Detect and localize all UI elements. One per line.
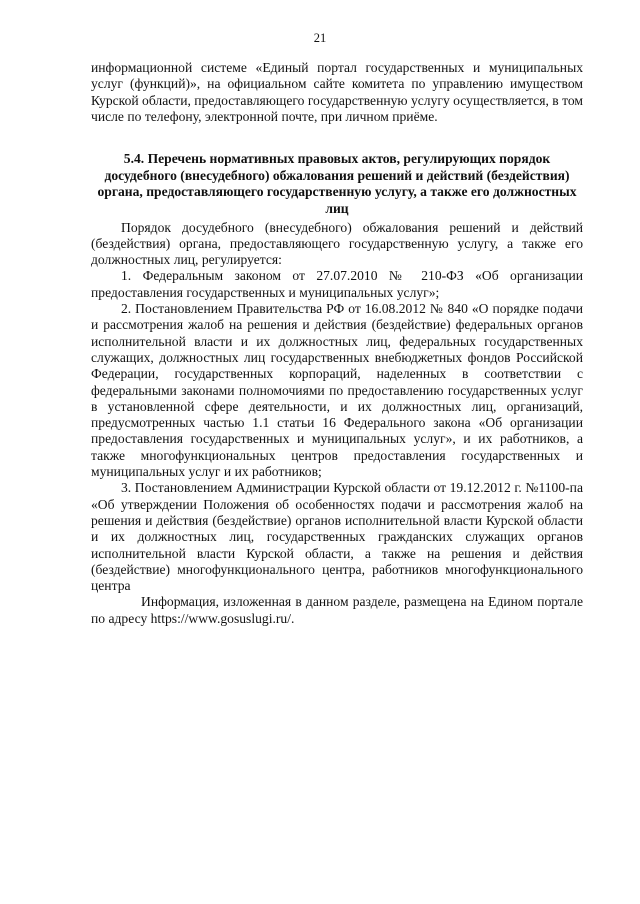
paragraph-item-3: 3. Постановлением Администрации Курской области от 19.12.2012 г. №1100-па «Об утверждении Положения об особенностях подачи и рассмотрения жалоб на решения и действия (бездействие) органов исполнительной власти Курской области и их должностных лиц, государственных гражданских служащих органов исполнительной власти Курской области, а также на решения и действия (бездействие) многофункционального центра, работников многофункционального центра xyxy=(91,480,583,594)
page-number: 21 xyxy=(313,31,327,45)
page-content xyxy=(91,60,583,627)
section-heading: 5.4. Перечень нормативных правовых актов, регулирующих порядок досудебного (внесудебного) обжалования решений и действий (бездействия) органа, предоставляющего государственную услугу, а также его должностных лиц xyxy=(97,151,577,216)
paragraph-item-2: 2. Постановлением Правительства РФ от 16.08.2012 № 840 «О порядке подачи и рассмотрения жалоб на решения и действия (бездействие) федеральных органов исполнительной власти и их должностных лиц, федеральных государственных служащих, должностных лиц государственных внебюджетных фондов Российской Федерации, государственных корпораций, наделенных в соответствии с федеральными законами полномочиями по предоставлению государственных услуг в установленной сфере деятельности, и их должностных лиц, организаций, предусмотренных частью 1.1 статьи 16 Федерального закона «Об организации предоставления государственных и муниципальных услуг», и их работников, а также многофункциональных центров предоставления государственных и муниципальных услуг и их работников; xyxy=(91,301,583,480)
paragraph-regulation-intro: Порядок досудебного (внесудебного) обжалования решений и действий (бездействия) органа, предоставляющего государственную услугу, а также его должностных лиц, регулируется: xyxy=(91,219,583,268)
closing-paragraph: Информация, изложенная в данном разделе, размещена на Едином портале по адресу https://www.gosuslugi.ru/. xyxy=(91,594,583,626)
paragraph-item-1: 1. Федеральным законом от 27.07.2010 № 210-ФЗ «Об организации предоставления государственных и муниципальных услуг»; xyxy=(91,268,583,300)
intro-paragraph: информационной системе «Единый портал государственных и муниципальных услуг (функций)», на официальном сайте комитета по управлению имуществом Курской области, предоставляющего государственную услугу осуществляется, в том числе по телефону, электронной почте, при личном приёме. xyxy=(91,60,583,124)
